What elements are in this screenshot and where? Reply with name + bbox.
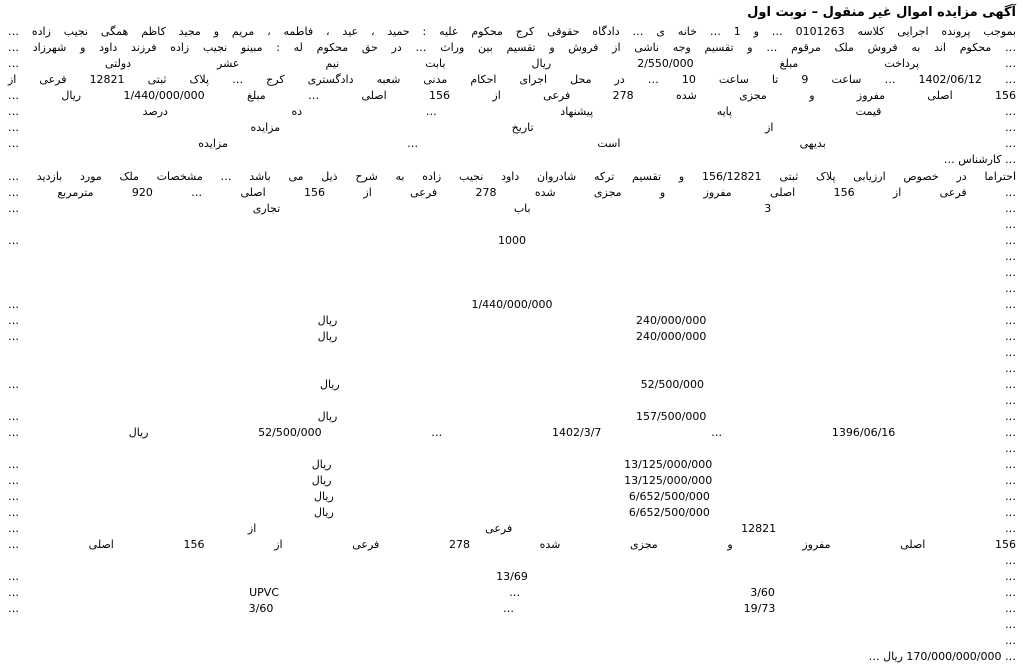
notice-line: … پرداخت مبلغ 2/550/000 ریال بابت نیم عشر دولتی … xyxy=(8,57,1017,70)
notice-line: … 3 باب تجاری … xyxy=(8,202,1016,215)
notice-line: … از تاریخ مزایده … xyxy=(8,121,1016,134)
notice-line: … 12821 فرعی از … xyxy=(8,522,1017,535)
notice-line: … 1402/06/12 … ساعت 9 تا ساعت 10 … در محل اجرای احکام مدنی شعبه دادگستری کرج … پلاک ثبتی 12821 فرعی از xyxy=(8,73,1016,86)
notice-line: … xyxy=(1005,362,1016,375)
notice-line: … 6/652/500/000 ریال … xyxy=(8,490,1016,503)
notice-line: 156 اصلی مفروز و مجزی شده 278 فرعی از 156 اصلی … xyxy=(8,538,1017,551)
notice-line: … 19/73 … 3/60 … xyxy=(8,602,1017,615)
notice-line: … 1396/06/16 … 1402/3/7 … 52/500/000 ریال … xyxy=(8,426,1017,439)
notice-title: آگهی مزایده اموال غیر منقول – نوبت اول xyxy=(747,5,1016,20)
notice-line: … xyxy=(1005,394,1016,407)
notice-line: … 13/69 … xyxy=(8,570,1017,583)
notice-line: … 157/500/000 ریال … xyxy=(8,410,1016,423)
notice-paragraph xyxy=(8,169,1016,665)
notice-line: … قیمت پایه پیشنهاد … ده درصد … xyxy=(8,105,1016,118)
notice-line: … 1000 … xyxy=(8,234,1016,247)
notice-line: … xyxy=(1005,634,1016,647)
notice-line: … 6/652/500/000 ریال … xyxy=(8,506,1016,519)
notice-line: … xyxy=(1005,218,1016,231)
notice-line: … xyxy=(1005,554,1016,567)
notice-line: … xyxy=(1005,618,1016,631)
notice-line: … 170/000/000/000 ریال … xyxy=(868,650,1016,663)
notice-line: … xyxy=(1005,250,1016,263)
notice-line: … xyxy=(1005,442,1016,455)
notice-line: … 13/125/000/000 ریال … xyxy=(8,458,1017,471)
notice-line: … UPVC … 3/60 … xyxy=(8,586,1017,599)
notice-line: بموجب پرونده اجرایی کلاسه 0101263 … و 1 … خانه ی … دادگاه حقوقی کرج محکوم علیه : حمید ، عید ، فاطمه ، مریم و مجید کاظم همگی نجیب زاده … xyxy=(8,25,1016,38)
notice-line: … فرعی از 156 اصلی مفروز و مجزی شده 278 فرعی از 156 اصلی … 920 مترمربع … xyxy=(8,186,1017,199)
notice-line: … محکوم اند به فروش ملک مرقوم … و تقسیم وجه ناشی از فروش و تقسیم بین وراث … در حق محکوم له : مبینو نجیب زاده فرزند داود و شهرزاد … xyxy=(8,41,1016,54)
notice-line: احتراما در خصوص ارزیابی پلاک ثبتی 156/12821 و تقسیم ترکه شادروان داود نجیب زاده به شرح ذیل می باشد … مشخصات ملک مورد بازدید … xyxy=(8,170,1016,183)
notice-line: … 240/000/000 ریال … xyxy=(8,314,1016,327)
notice-line: … 52/500/000 ریال … xyxy=(8,378,1017,391)
notice-line: … بدیهی است … مزایده … xyxy=(8,137,1016,150)
notice-line: … 1/440/000/000 … xyxy=(8,298,1017,311)
notice-line: … 13/125/000/000 ریال … xyxy=(8,474,1017,487)
notice-line: … xyxy=(1005,282,1016,295)
notice-line: … xyxy=(1005,266,1016,279)
notice-line: … 240/000/000 ریال … xyxy=(8,330,1016,343)
notice-line: 156 اصلی مفروز و مجزی شده 278 فرعی از 156 اصلی … مبلغ 1/440/000/000 ریال … xyxy=(8,89,1017,102)
notice-line: … xyxy=(1005,346,1016,359)
notice-line: … کارشناس … xyxy=(943,153,1016,166)
notice-body xyxy=(8,24,1016,665)
notice-paragraph xyxy=(8,24,1016,168)
